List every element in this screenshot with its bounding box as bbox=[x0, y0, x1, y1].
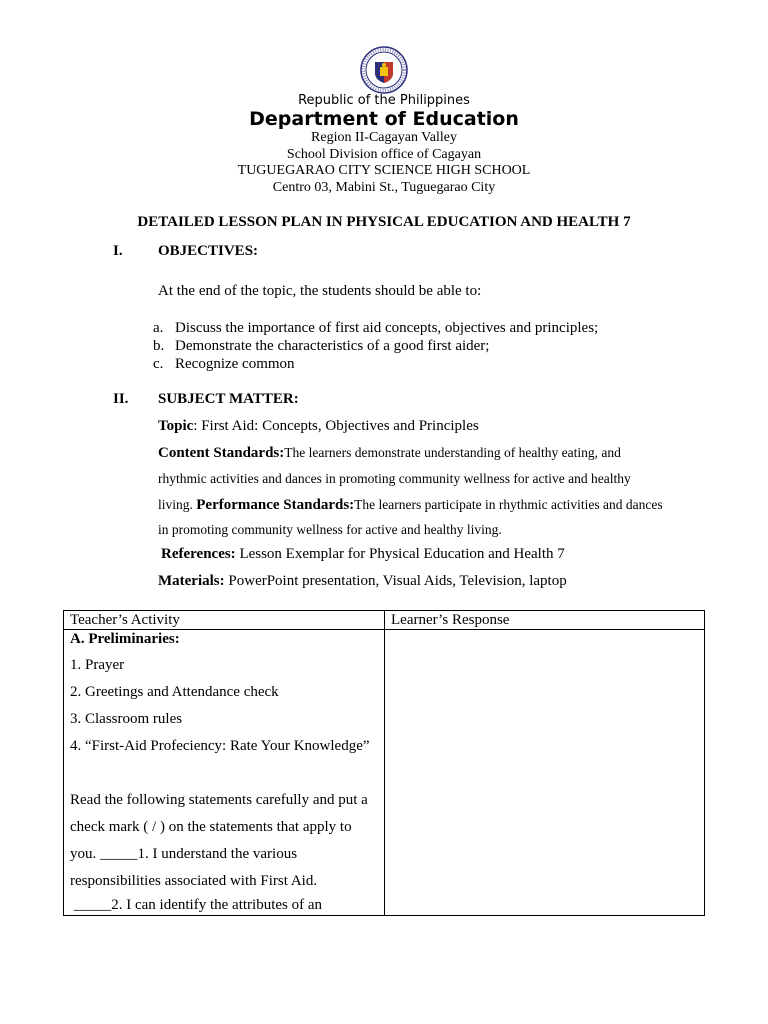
department-title: Department of Education bbox=[249, 108, 519, 130]
instruction-line: _____2. I can identify the attributes of an bbox=[70, 897, 323, 913]
document-title: DETAILED LESSON PLAN IN PHYSICAL EDUCATION AND HEALTH 7 bbox=[137, 214, 631, 230]
region-line: Region II-Cagayan Valley bbox=[311, 130, 457, 145]
objective-item: Recognize common bbox=[175, 356, 295, 372]
materials-value: PowerPoint presentation, Visual Aids, Television, laptop bbox=[224, 573, 567, 589]
references-line bbox=[161, 546, 565, 563]
table-row bbox=[64, 630, 705, 916]
step-item: 1. Prayer bbox=[70, 657, 125, 673]
topic-line bbox=[158, 418, 479, 435]
col-header-learner: Learner’s Response bbox=[385, 611, 705, 630]
topic-label: Topic bbox=[158, 418, 194, 434]
republic-line: Republic of the Philippines bbox=[298, 93, 470, 108]
col-header-teacher: Teacher’s Activity bbox=[64, 611, 385, 630]
subject-matter-heading: SUBJECT MATTER: bbox=[158, 391, 299, 407]
objective-item: Discuss the importance of first aid concepts, objectives and principles; bbox=[175, 320, 599, 336]
topic-value: : First Aid: Concepts, Objectives and Principles bbox=[193, 418, 479, 434]
preliminaries-heading: A. Preliminaries: bbox=[70, 631, 180, 647]
content-standards-text: rhythmic activities and dances in promoting community wellness for active and healthy bbox=[158, 471, 631, 486]
lesson-plan-table bbox=[63, 610, 705, 916]
objectives-intro: At the end of the topic, the students should be able to: bbox=[158, 283, 482, 299]
school-address: Centro 03, Mabini St., Tuguegarao City bbox=[272, 180, 496, 195]
objective-marker: b. bbox=[153, 338, 165, 354]
objectives-heading: OBJECTIVES: bbox=[158, 243, 259, 259]
table-header-row bbox=[64, 611, 705, 630]
objective-item: Demonstrate the characteristics of a good first aider; bbox=[175, 338, 490, 354]
objectives-numeral: I. bbox=[113, 243, 123, 259]
performance-standards-text: in promoting community wellness for active and healthy living. bbox=[158, 522, 502, 537]
content-standards-text: living. bbox=[158, 497, 197, 512]
objective-marker: a. bbox=[153, 320, 164, 336]
step-item: 2. Greetings and Attendance check bbox=[70, 684, 279, 700]
content-standards-line1 bbox=[158, 445, 621, 462]
learner-response-cell bbox=[385, 630, 705, 916]
performance-standards-text: The learners participate in rhythmic activities and dances bbox=[354, 497, 663, 512]
step-item: 4. “First-Aid Profeciency: Rate Your Knowledge” bbox=[70, 738, 370, 754]
instruction-line: you. _____1. I understand the various bbox=[70, 846, 298, 862]
school-name: TUGUEGARAO CITY SCIENCE HIGH SCHOOL bbox=[237, 163, 531, 178]
deped-seal-icon bbox=[360, 46, 408, 94]
instruction-line: Read the following statements carefully and put a bbox=[70, 792, 368, 808]
teacher-activity-cell bbox=[64, 630, 385, 916]
performance-standards-line1 bbox=[158, 497, 663, 514]
references-value: Lesson Exemplar for Physical Education and Health 7 bbox=[235, 546, 565, 562]
materials-label: Materials: bbox=[158, 573, 225, 589]
step-item: 3. Classroom rules bbox=[70, 711, 183, 727]
instruction-line: responsibilities associated with First Aid. bbox=[70, 873, 318, 889]
instruction-line: check mark ( / ) on the statements that apply to bbox=[70, 819, 352, 835]
content-standards-label: Content Standards: bbox=[158, 445, 285, 461]
performance-standards-label: Performance Standards: bbox=[196, 497, 355, 513]
materials-line bbox=[158, 573, 567, 590]
objective-marker: c. bbox=[153, 356, 164, 372]
references-label: References: bbox=[161, 546, 236, 562]
content-standards-text: The learners demonstrate understanding of healthy eating, and bbox=[284, 445, 621, 460]
subject-matter-numeral: II. bbox=[113, 391, 129, 407]
division-line: School Division office of Cagayan bbox=[286, 147, 482, 162]
